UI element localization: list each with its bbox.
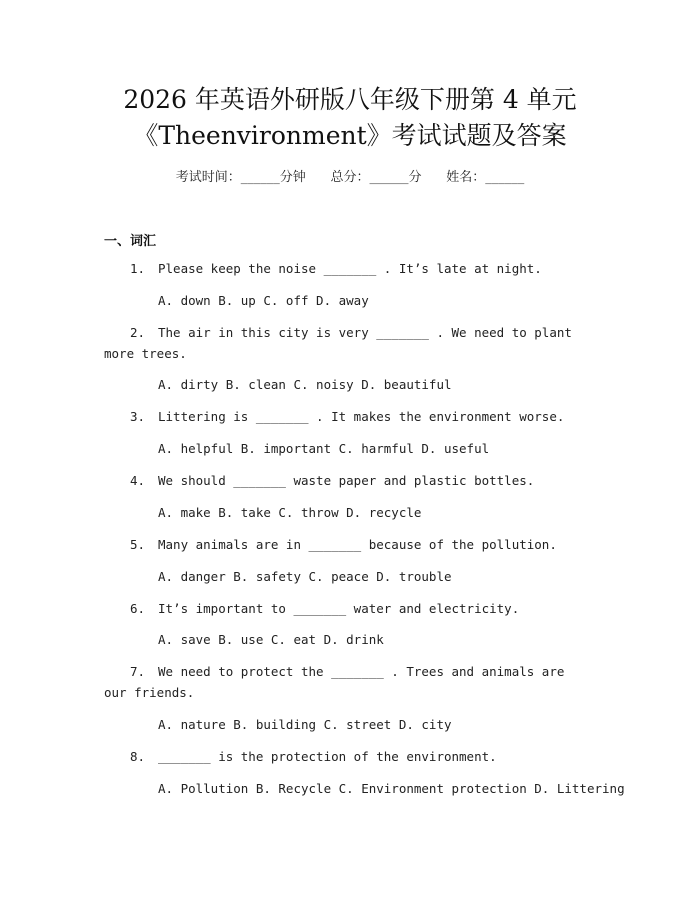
question-number: 3. — [130, 409, 146, 424]
question-text: _______ is the protection of the environment. — [158, 749, 497, 764]
document-title-line1: 2026 年英语外研版八年级下册第 4 单元 — [123, 85, 577, 114]
question-number: 2. — [130, 325, 146, 340]
question-number: 1. — [130, 261, 146, 276]
question-3-options: A. helpful B. important C. harmful D. useful — [158, 441, 490, 456]
question-8-options: A. Pollution B. Recycle C. Environment protection D. Littering — [158, 781, 625, 796]
question-5-options: A. danger B. safety C. peace D. trouble — [158, 569, 452, 584]
exam-meta-line: 考试时间：______分钟 总分：______分 姓名：______ — [175, 170, 525, 185]
question-3 — [104, 406, 584, 427]
question-1-options: A. down B. up C. off D. away — [158, 293, 369, 308]
document-title-line2: 《Theenvironment》考试试题及答案 — [133, 121, 567, 150]
question-text: Littering is _______ . It makes the environment worse. — [158, 409, 565, 424]
question-2 — [104, 322, 584, 364]
question-text: Many animals are in _______ because of the pollution. — [158, 537, 557, 552]
question-6 — [104, 598, 584, 619]
question-1 — [104, 258, 584, 279]
question-7 — [104, 661, 584, 703]
question-text: The air in this city is very _______ . We need to plant more trees. — [104, 325, 580, 361]
question-4-options: A. make B. take C. throw D. recycle — [158, 505, 422, 520]
question-number: 5. — [130, 537, 146, 552]
question-2-options: A. dirty B. clean C. noisy D. beautiful — [158, 377, 452, 392]
question-text: Please keep the noise _______ . It’s late at night. — [158, 261, 542, 276]
question-6-options: A. save B. use C. eat D. drink — [158, 632, 384, 647]
question-4 — [104, 470, 584, 491]
question-8 — [104, 746, 584, 767]
question-text: We should _______ waste paper and plastic bottles. — [158, 473, 535, 488]
question-text: We need to protect the _______ . Trees and animals are our friends. — [104, 664, 572, 700]
question-number: 8. — [130, 749, 146, 764]
question-5 — [104, 534, 584, 555]
section-heading-vocabulary: 一、词汇 — [104, 234, 157, 249]
question-number: 7. — [130, 664, 146, 679]
question-number: 6. — [130, 601, 146, 616]
question-text: It’s important to _______ water and electricity. — [158, 601, 520, 616]
question-number: 4. — [130, 473, 146, 488]
question-7-options: A. nature B. building C. street D. city — [158, 717, 452, 732]
